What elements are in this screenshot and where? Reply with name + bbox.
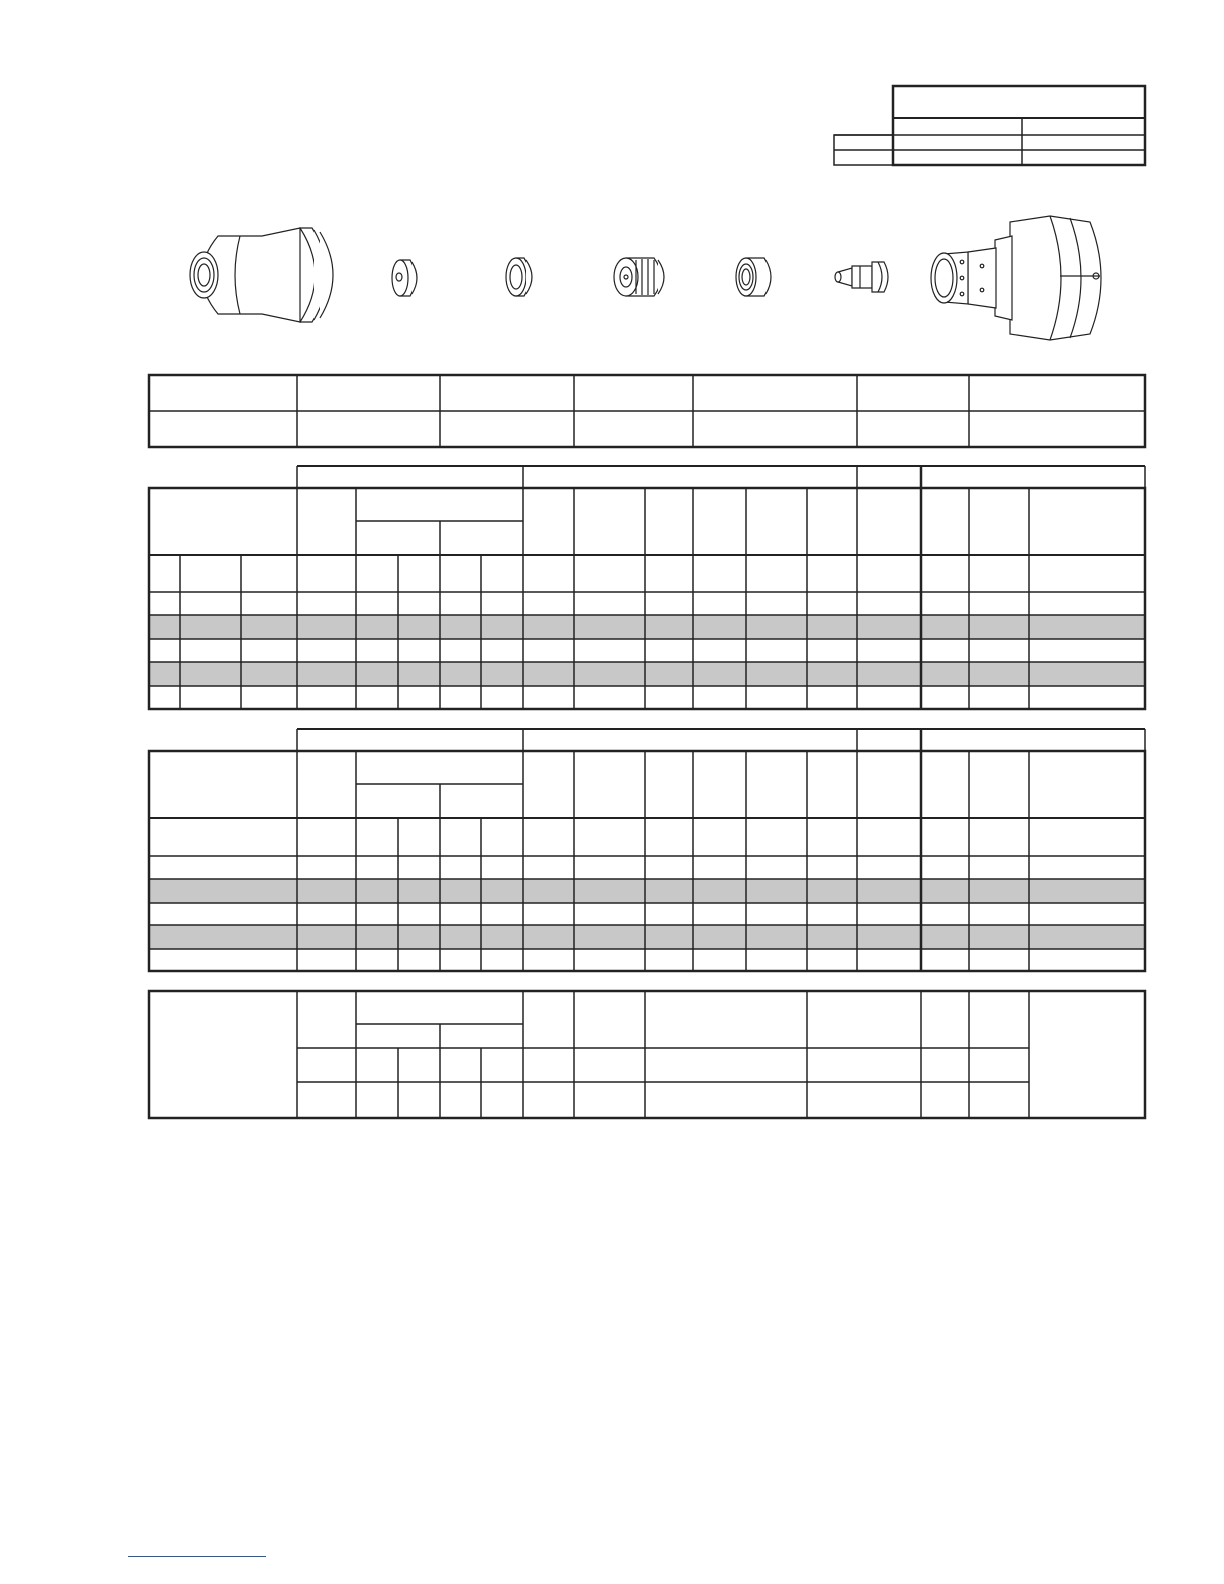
swirl-ring-icon [736,258,771,296]
shaded-row [149,615,1145,639]
legend-table [834,86,1145,165]
shaded-row [149,879,1145,903]
part-number-table [149,375,1145,447]
consumables-row [190,216,1101,340]
shaded-row [149,662,1145,686]
shield-icon [190,228,333,322]
electrode-icon [835,262,888,292]
cut-chart-table-1 [149,466,1145,709]
summary-table [149,991,1145,1118]
footer-link-underline[interactable] [128,1556,266,1557]
nozzle-icon [614,258,664,296]
shield-cap-icon [392,260,417,296]
torch-body-icon [931,216,1101,340]
shaded-row [149,925,1145,949]
retaining-ring-icon [506,258,532,296]
cut-chart-table-2 [149,729,1145,971]
